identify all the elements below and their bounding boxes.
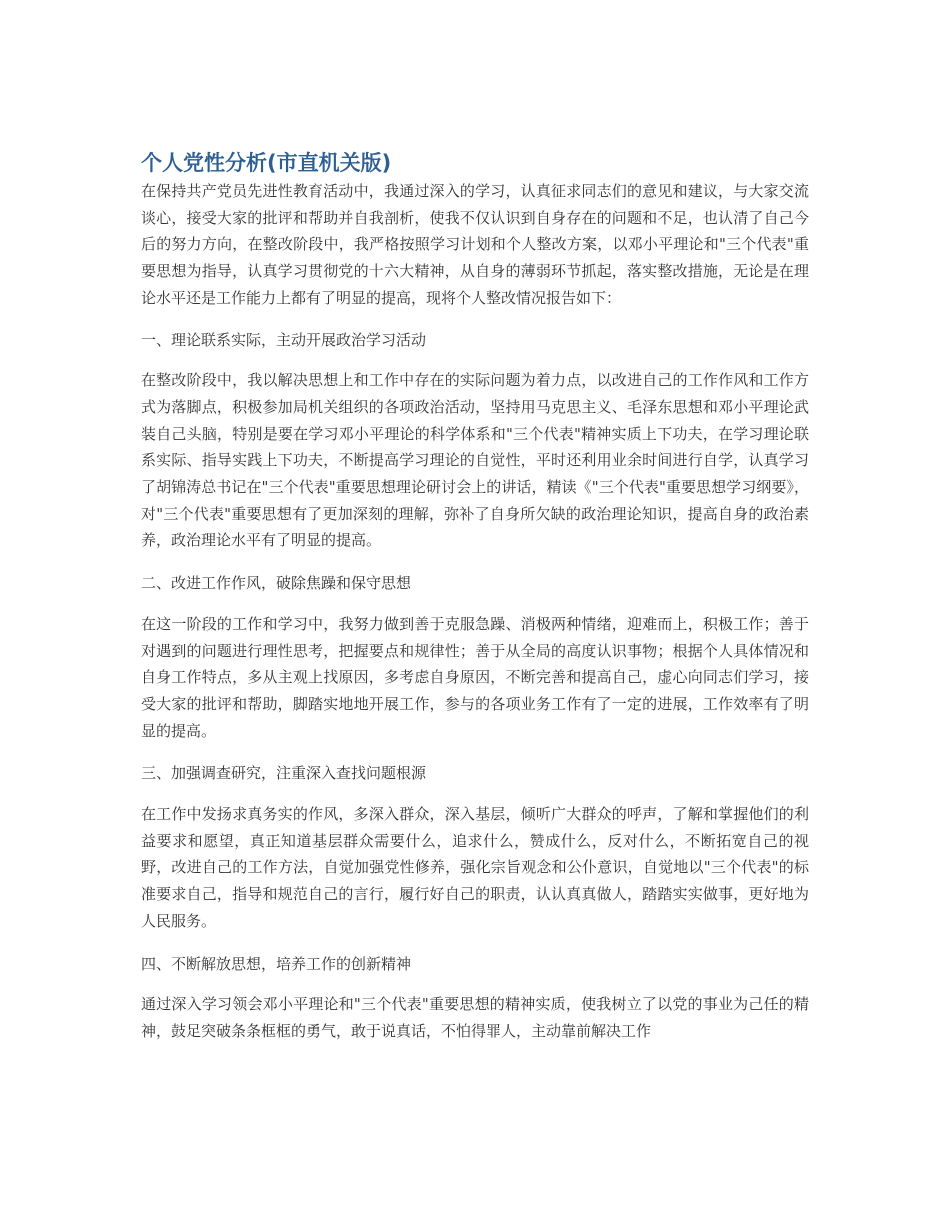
section-2-heading: 二、改进工作作风，破除焦躁和保守思想 — [141, 574, 412, 593]
document-title: 个人党性分析(市直机关版) — [141, 151, 392, 175]
section-4-heading: 四、不断解放思想，培养工作的创新精神 — [141, 954, 412, 973]
intro-paragraph: 在保持共产党员先进性教育活动中，我通过深入的学习，认真征求同志们的意见和建议，与大家交流谈心，接受大家的批评和帮助并自我剖析，使我不仅认识到自身存在的问题和不足，也认清了自己今后的努力方向，在整改阶段中，我严格按照学习计划和个人整改方案，以邓小平理论和"三个代表"重要思想为指导，认真学习贯彻党的十六大精神，从自身的薄弱环节抓起，落实整改措施，无论是在理论水平还是工作能力上都有了明显的提高，现将个人整改情况报告如下： — [141, 182, 809, 307]
section-2-body: 在这一阶段的工作和学习中，我努力做到善于克服急躁、消极两种情绪，迎难而上，积极工作；善于对遇到的问题进行理性思考，把握要点和规律性；善于从全局的高度认识事物；根据个人具体情况和自身工作特点，多从主观上找原因，多考虑自身原因，不断完善和提高自己，虚心向同志们学习，接受大家的批评和帮助，脚踏实地地开展工作，参与的各项业务工作有了一定的进展，工作效率有了明显的提高。 — [141, 614, 809, 740]
section-1-heading: 一、理论联系实际，主动开展政治学习活动 — [141, 330, 427, 349]
section-4-body: 通过深入学习领会邓小平理论和"三个代表"重要思想的精神实质，使我树立了以党的事业为己任的精神，鼓足突破条条框框的勇气，敢于说真话，不怕得罪人，主动靠前解决工作 — [141, 995, 809, 1040]
section-3-body: 在工作中发扬求真务实的作风，多深入群众，深入基层，倾听广大群众的呼声，了解和掌握他们的利益要求和愿望，真正知道基层群众需要什么，追求什么，赞成什么，反对什么，不断拓宽自己的视野，改进自己的工作方法，自觉加强党性修养，强化宗旨观念和公仆意识，自觉地以"三个代表"的标准要求自己，指导和规范自己的言行，履行好自己的职责，认认真真做人，踏踏实实做事，更好地为人民服务。 — [141, 805, 809, 930]
section-3-heading: 三、加强调查研究，注重深入查找问题根源 — [141, 764, 427, 783]
section-1-body: 在整改阶段中，我以解决思想上和工作中存在的实际问题为着力点，以改进自己的工作作风和工作方式为落脚点，积极参加局机关组织的各项政治活动，坚持用马克思主义、毛泽东思想和邓小平理论武装自己头脑，特别是要在学习邓小平理论的科学体系和"三个代表"精神实质上下功夫，在学习理论联系实际、指导实践上下功夫，不断提高学习理论的自觉性，平时还利用业余时间进行自学，认真学习了胡锦涛总书记在"三个代表"重要思想理论研讨会上的讲话，精读《"三个代表"重要思想学习纲要》，对"三个代表"重要思想有了更加深刻的理解，弥补了自身所欠缺的政治理论知识，提高自身的政治素养，政治理论水平有了明显的提高。 — [141, 371, 809, 550]
document-page — [141, 148, 809, 1045]
